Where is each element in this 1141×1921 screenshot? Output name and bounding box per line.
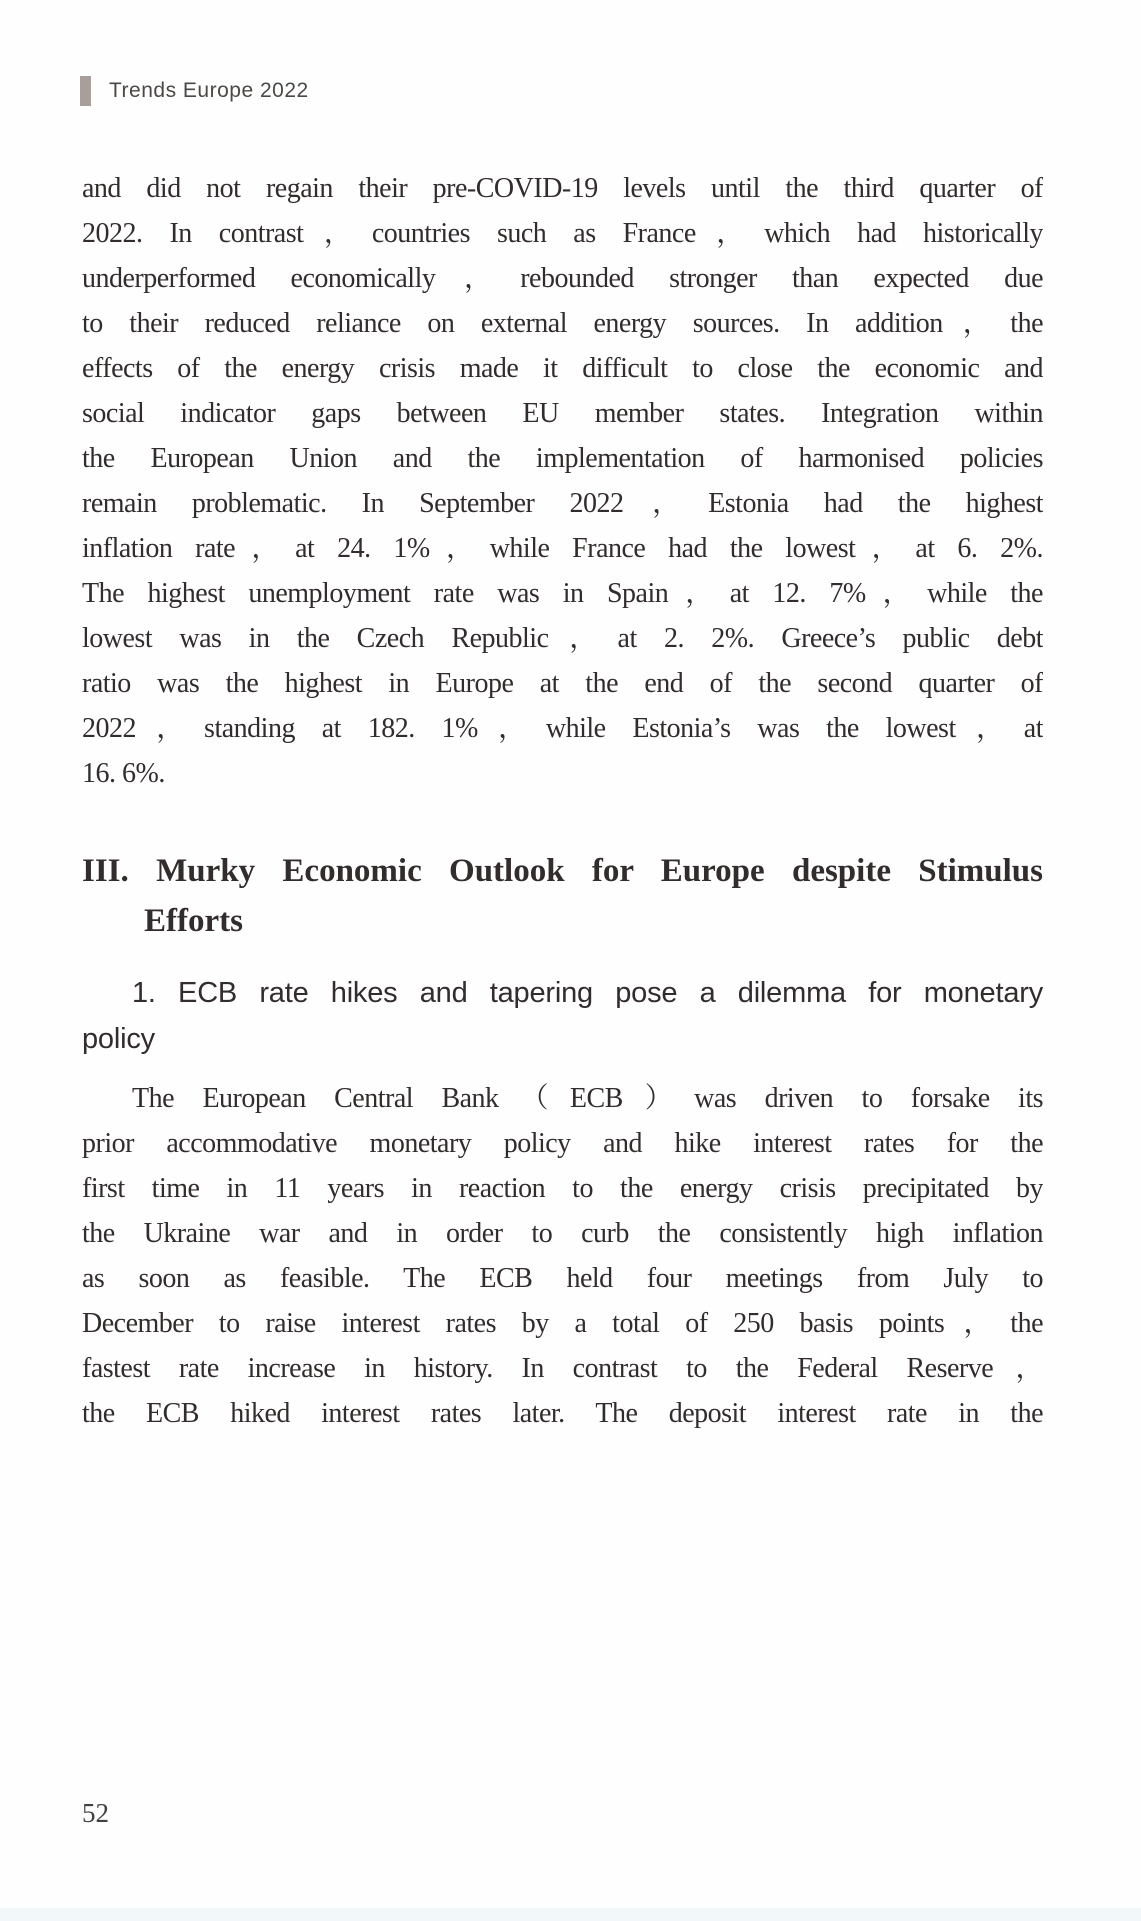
text-line: effects of the energy crisis made it difficult to close the economic and [82, 353, 1043, 384]
subsection-heading-line: policy [82, 1023, 155, 1055]
text-line: the Ukraine war and in order to curb the consistently high inflation [82, 1218, 1043, 1249]
text-line: underperformed economically，rebounded stronger than expected due [82, 263, 1043, 294]
text-line: and did not regain their pre-COVID-19 levels until the third quarter of [82, 173, 1043, 204]
section-heading-line: Efforts [144, 903, 243, 939]
text-line: The European Central Bank（ECB）was driven to forsake its [132, 1083, 1043, 1114]
text-line: the ECB hiked interest rates later. The deposit interest rate in the [82, 1398, 1043, 1429]
section-heading [82, 846, 1043, 946]
section-heading-line: III. Murky Economic Outlook for Europe despite Stimulus [82, 853, 1043, 889]
text-line: 16. 6%. [82, 758, 165, 789]
text-line: first time in 11 years in reaction to the energy crisis precipitated by [82, 1173, 1043, 1204]
text-line: the European Union and the implementation of harmonised policies [82, 443, 1043, 474]
text-line: The highest unemployment rate was in Spain，at 12. 7%，while the [82, 578, 1043, 609]
paragraph-continued [82, 166, 1043, 796]
text-line: social indicator gaps between EU member states. Integration within [82, 398, 1043, 429]
paragraph-ecb [82, 1076, 1043, 1436]
text-line: remain problematic. In September 2022，Estonia had the highest [82, 488, 1043, 519]
subsection-heading [82, 970, 1043, 1062]
text-line: ratio was the highest in Europe at the end of the second quarter of [82, 668, 1043, 699]
text-line: as soon as feasible. The ECB held four meetings from July to [82, 1263, 1043, 1294]
running-header [80, 76, 309, 106]
subsection-heading-line: 1. ECB rate hikes and tapering pose a dilemma for monetary [132, 977, 1043, 1009]
header-marker-bar [80, 76, 91, 106]
text-line: inflation rate，at 24. 1%，while France had the lowest，at 6. 2%. [82, 533, 1043, 564]
text-line: prior accommodative monetary policy and hike interest rates for the [82, 1128, 1043, 1159]
page-number: 52 [82, 1798, 109, 1828]
text-line: 2022. In contrast，countries such as France，which had historically [82, 218, 1043, 249]
text-line: 2022，standing at 182. 1%，while Estonia’s was the lowest，at [82, 713, 1043, 744]
bottom-edge-strip [0, 1908, 1141, 1921]
text-line: to their reduced reliance on external energy sources. In addition，the [82, 308, 1043, 339]
page-body [82, 166, 1043, 1436]
text-line: lowest was in the Czech Republic，at 2. 2%. Greece’s public debt [82, 623, 1043, 654]
running-header-title: Trends Europe 2022 [109, 79, 309, 102]
text-line: December to raise interest rates by a total of 250 basis points，the [82, 1308, 1043, 1339]
text-line: fastest rate increase in history. In contrast to the Federal Reserve， [82, 1353, 1043, 1384]
